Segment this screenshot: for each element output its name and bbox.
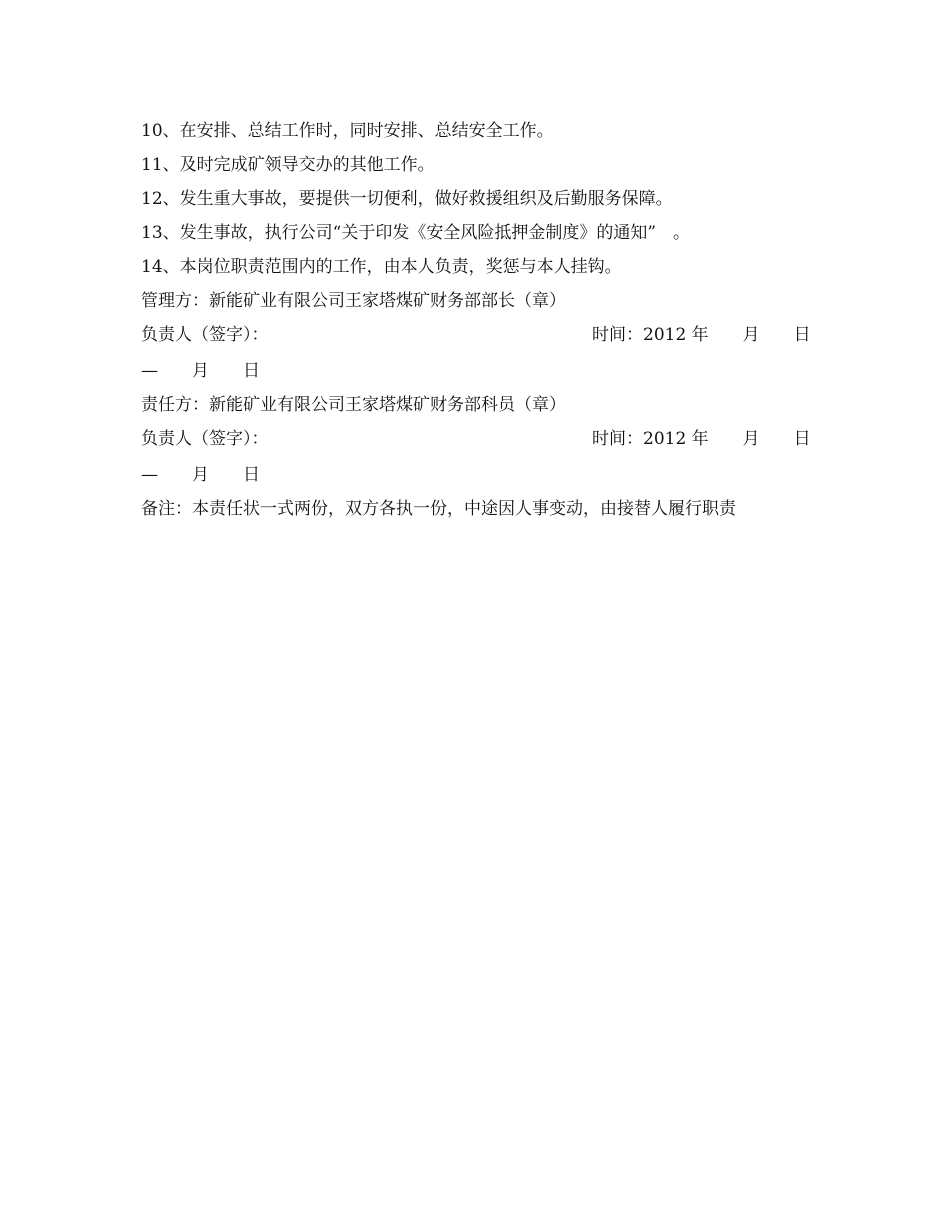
document-body [141,116,821,528]
management-date-continuation: — 月 日 [141,361,260,381]
management-party: 管理方：新能矿业有限公司王家塔煤矿财务部部长（章） [141,291,566,311]
duty-item-12: 12、发生重大事故，要提供一切便利，做好救援组织及后勤服务保障。 [141,189,673,209]
duty-item-10: 10、在安排、总结工作时，同时安排、总结安全工作。 [141,121,554,141]
responsibility-signer-label: 负责人（签字）： [141,429,269,449]
responsibility-date-continuation: — 月 日 [141,465,260,485]
management-time-label: 时间：2012 年 月 日 [592,325,811,345]
responsibility-signature-row [141,424,821,460]
management-signer-label: 负责人（签字）： [141,325,269,345]
responsibility-party: 责任方：新能矿业有限公司王家塔煤矿财务部科员（章） [141,395,566,415]
management-signature-row [141,320,821,356]
remarks-note: 备注：本责任状一式两份，双方各执一份，中途因人事变动，由接替人履行职责 [141,499,736,519]
duty-item-11: 11、及时完成矿领导交办的其他工作。 [141,155,435,175]
duty-item-13: 13、发生事故，执行公司“关于印发《安全风险抵押金制度》的通知” 。 [141,223,691,243]
duty-item-14: 14、本岗位职责范围内的工作，由本人负责，奖惩与本人挂钩。 [141,257,622,277]
responsibility-time-label: 时间：2012 年 月 日 [592,429,811,449]
